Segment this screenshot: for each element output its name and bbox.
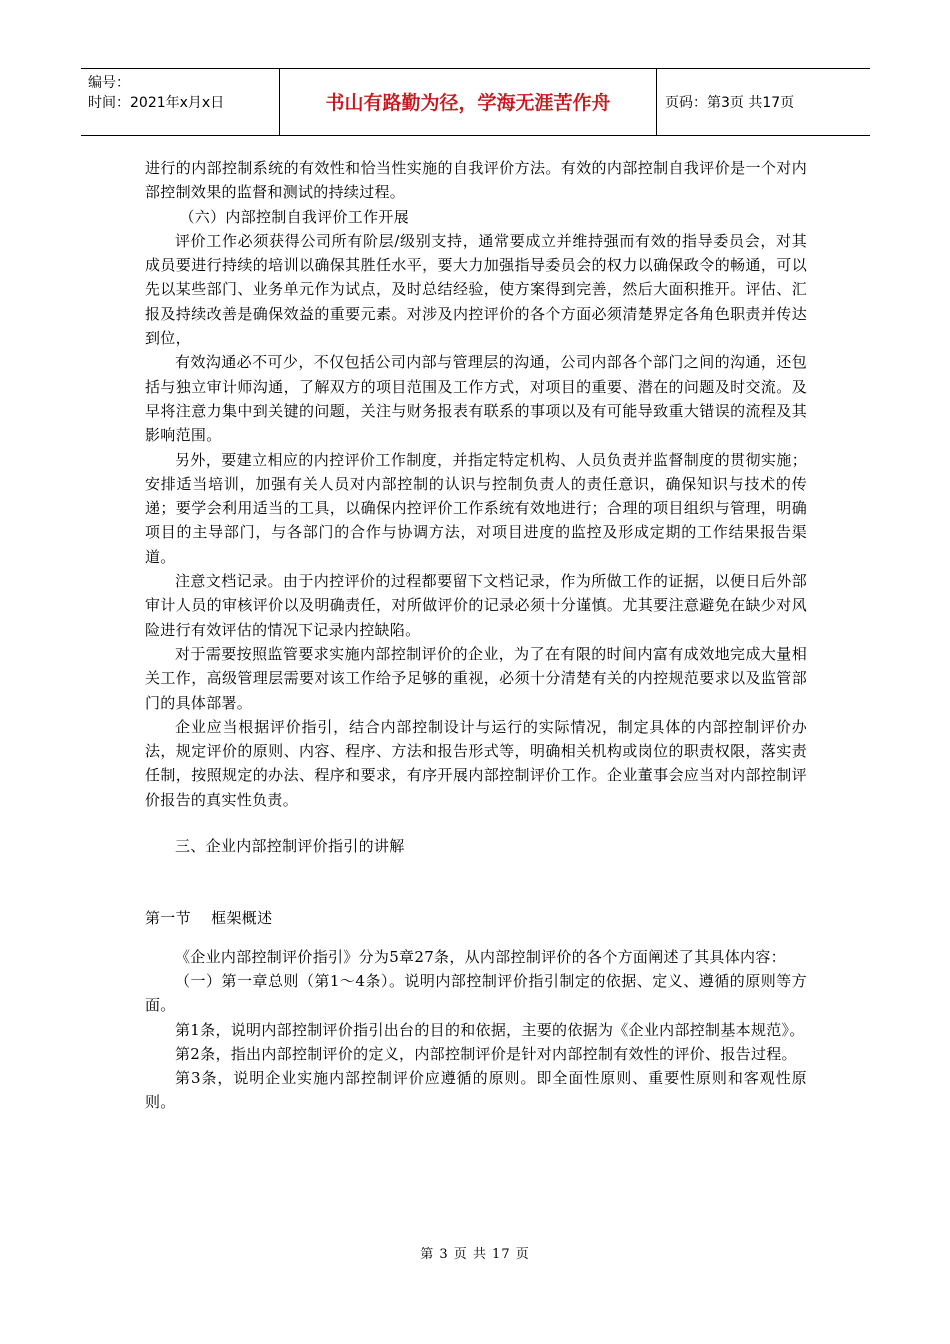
header-motto: 书山有路勤为径，学海无涯苦作舟 bbox=[280, 69, 657, 135]
paragraph: 第3条，说明企业实施内部控制评价应遵循的原则。即全面性原则、重要性原则和客观性原则。 bbox=[145, 1069, 807, 1112]
header-meta bbox=[81, 69, 280, 135]
section-heading: 三、企业内部控制评价指引的讲解 bbox=[175, 837, 405, 856]
paragraph: （一）第一章总则（第1～4条）。说明内部控制评价指引制定的依据、定义、遵循的原则等方面。 bbox=[145, 971, 807, 1015]
paragraph: 《企业内部控制评价指引》分为5章27条，从内部控制评价的各个方面阐述了其具体内容： bbox=[175, 947, 786, 966]
paragraph: 企业应当根据评价指引，结合内部控制设计与运行的实际情况，制定具体的内部控制评价办法，规定评价的原则、内容、程序、方法和报告形式等，明确相关机构或岗位的职责权限，落实责任制，按照规定的办法、程序和要求，有序开展内部控制评价工作。企业董事会应当对内部控制评价报告的真实性负责。 bbox=[145, 717, 807, 809]
doc-number-label: 编号： bbox=[88, 75, 130, 91]
paragraph: 注意文档记录。由于内控评价的过程都要留下文档记录，作为所做工作的证据，以便日后外部审计人员的审核评价以及明确责任，对所做评价的记录必须十分谨慎。尤其要注意避免在缺少对风险进行有效评估的情况下记录内控缺陷。 bbox=[145, 572, 807, 639]
paragraph: 评价工作必须获得公司所有阶层/级别支持，通常要成立并维持强而有效的指导委员会，对其成员要进行持续的培训以确保其胜任水平，要大力加强指导委员会的权力以确保政令的畅通，可以先以某些部门、业务单元作为试点，及时总结经验，使方案得到完善，然后大面积推开。评估、汇报及持续改善是确保效益的重要元素。对涉及内控评价的各个方面必须清楚界定各角色职责并传达到位， bbox=[145, 231, 807, 348]
page-footer: 第 3 页 共 17 页 bbox=[420, 1247, 530, 1262]
document-body bbox=[145, 156, 807, 1115]
doc-date-label: 时间：2021年x月x日 bbox=[88, 95, 225, 111]
subsection-heading: （六）内部控制自我评价工作开展 bbox=[179, 207, 410, 226]
paragraph: 对于需要按照监管要求实施内部控制评价的企业，为了在有限的时间内富有成效地完成大量相关工作，高级管理层需要对该工作给予足够的重视，必须十分清楚有关的内控规范要求以及监管部门的具体部署。 bbox=[145, 644, 807, 712]
page-header bbox=[81, 68, 870, 136]
paragraph: 第1条，说明内部控制评价指引出台的目的和依据，主要的依据为《企业内部控制基本规范》。 bbox=[175, 1020, 805, 1039]
paragraph: 另外，要建立相应的内控评价工作制度，并指定特定机构、人员负责并监督制度的贯彻实施；安排适当培训，加强有关人员对内部控制的认识与控制负责人的责任意识，确保知识与技术的传递；要学会利用适当的工具，以确保内控评价工作系统有效地进行；合理的项目组织与管理，明确项目的主导部门，与各部门的合作与协调方法，对项目进度的监控及形成定期的工作结果报告渠道。 bbox=[145, 450, 807, 566]
paragraph: 进行的内部控制系统的有效性和恰当性实施的自我评价方法。有效的内部控制自我评价是一个对内部控制效果的监督和测试的持续过程。 bbox=[145, 159, 807, 202]
header-page-number: 页码：第3页 共17页 bbox=[665, 95, 795, 111]
chapter-heading: 第一节 框架概述 bbox=[145, 909, 273, 928]
paragraph: 有效沟通必不可少，不仅包括公司内部与管理层的沟通，公司内部各个部门之间的沟通，还包括与独立审计师沟通，了解双方的项目范围及工作方式，对项目的重要、潜在的问题及时交流。及早将注意力集中到关键的问题，关注与财务报表有联系的事项以及有可能导致重大错误的流程及其影响范围。 bbox=[145, 353, 807, 445]
paragraph: 第2条，指出内部控制评价的定义，内部控制评价是针对内部控制有效性的评价、报告过程。 bbox=[175, 1044, 797, 1063]
